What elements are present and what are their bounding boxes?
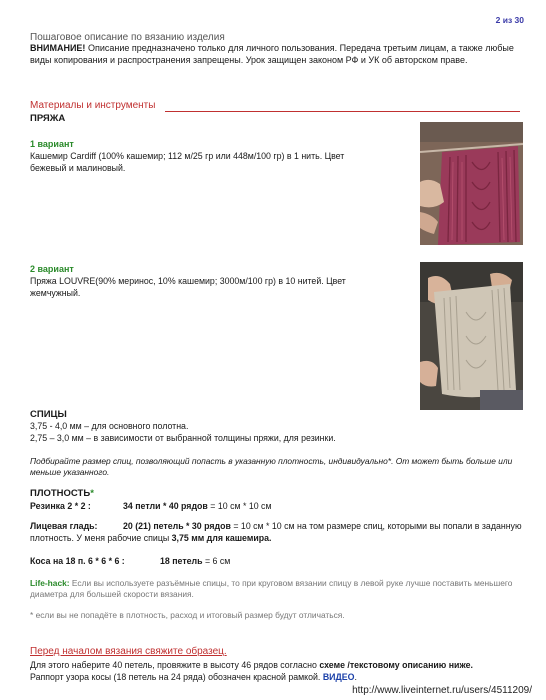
face-label: Лицевая гладь: [30, 521, 98, 531]
rib-value: 34 петли * 40 рядов [123, 501, 208, 511]
sample-line1 [30, 660, 473, 672]
lifehack-note [30, 578, 520, 599]
sample-line2-start: Раппорт узора косы (18 петель на 24 ряда) обозначен красной рамкой. [30, 672, 323, 682]
sample-line1-bold: схеме /текстовому описанию ниже. [319, 660, 473, 670]
face-text: = 10 см * 10 см на том размере спиц, которыми вы попали в заданную плотность. У меня рабочие спицы [30, 521, 522, 543]
video-link[interactable]: ВИДЕО [322, 672, 355, 682]
watermark-url: http://www.liveinternet.ru/users/4511209/ [352, 685, 532, 696]
variant2-title: 2 вариант [30, 264, 74, 274]
density-heading: ПЛОТНОСТЬ [30, 488, 91, 499]
page-number: 2 из 30 [495, 15, 524, 25]
warning-text: Описание предназначено только для личного пользования. Передача третьим лицам, а также любые виды копирования и распространения запрещены. Урок защищен законом РФ и УК об авторском праве. [30, 43, 514, 65]
variant2-text: Пряжа LOUVRE(90% меринос, 10% кашемир; 3000м/100 гр) в 10 нитей. Цвет жемчужный. [30, 276, 346, 298]
rib-size: = 10 см * 10 см [207, 501, 272, 511]
density-heading-wrap [30, 488, 94, 499]
yarn-heading: ПРЯЖА [30, 113, 66, 124]
raspberry-knit-photo [420, 122, 523, 245]
braid-values [160, 556, 230, 566]
variant1-text: Кашемир Cardiff (100% кашемир; 112 м/25 гр или 448м/100 гр) в 1 нить. Цвет бежевый и малиновый. [30, 151, 345, 173]
sample-heading: Перед началом вязания свяжите образец. [30, 646, 227, 657]
doc-title: Пошаговое описание по вязанию изделия [30, 32, 225, 43]
braid-value: 18 петель [160, 556, 203, 566]
needles-line1: 3,75 - 4,0 мм – для основного полотна. [30, 421, 189, 431]
needles-line2: 2,75 – 3,0 мм – в зависимости от выбранной толщины пряжи, для резинки. [30, 433, 336, 443]
rib-row [30, 501, 91, 511]
braid-label-wrap [30, 556, 125, 566]
lifehack-text: Если вы используете разъёмные спицы, то при круговом вязании спицу в левой руке лучше поставить меньшего диаметра для большей скорости вязания. [30, 578, 513, 599]
warning-label: ВНИМАНИЕ! [30, 43, 86, 53]
materials-heading: Материалы и инструменты [30, 100, 156, 111]
needles-heading: СПИЦЫ [30, 409, 67, 420]
variant1-title: 1 вариант [30, 139, 74, 149]
face-value: 20 (21) петель * 30 рядов [123, 521, 231, 531]
pearl-knit-photo [420, 262, 523, 410]
rib-values [123, 501, 272, 511]
materials-divider [165, 111, 520, 112]
density-asterisk: * [90, 488, 94, 499]
footnote: * если вы не попадёте в плотность, расход и итоговый размер будут отличаться. [30, 610, 345, 620]
face-description [30, 521, 525, 544]
sample-line2-end: . [354, 672, 357, 682]
sample-line2 [30, 672, 357, 684]
braid-size: = 6 см [202, 556, 231, 566]
braid-label: Коса на 18 п. 6 * 6 * 6 : [30, 556, 125, 566]
rib-label: Резинка 2 * 2 : [30, 501, 91, 511]
copyright-warning [30, 43, 530, 66]
lifehack-label: Life-hack: [30, 578, 70, 588]
sample-line1-start: Для этого наберите 40 петель, провяжите в высоту 46 рядов согласно [30, 660, 320, 670]
face-bold: 3,75 мм для кашемира. [171, 532, 272, 543]
needles-note: Подбирайте размер спиц, позволяющий попасть в указанную плотность, индивидуально*. От может быть больше или меньше указанного. [30, 456, 513, 477]
